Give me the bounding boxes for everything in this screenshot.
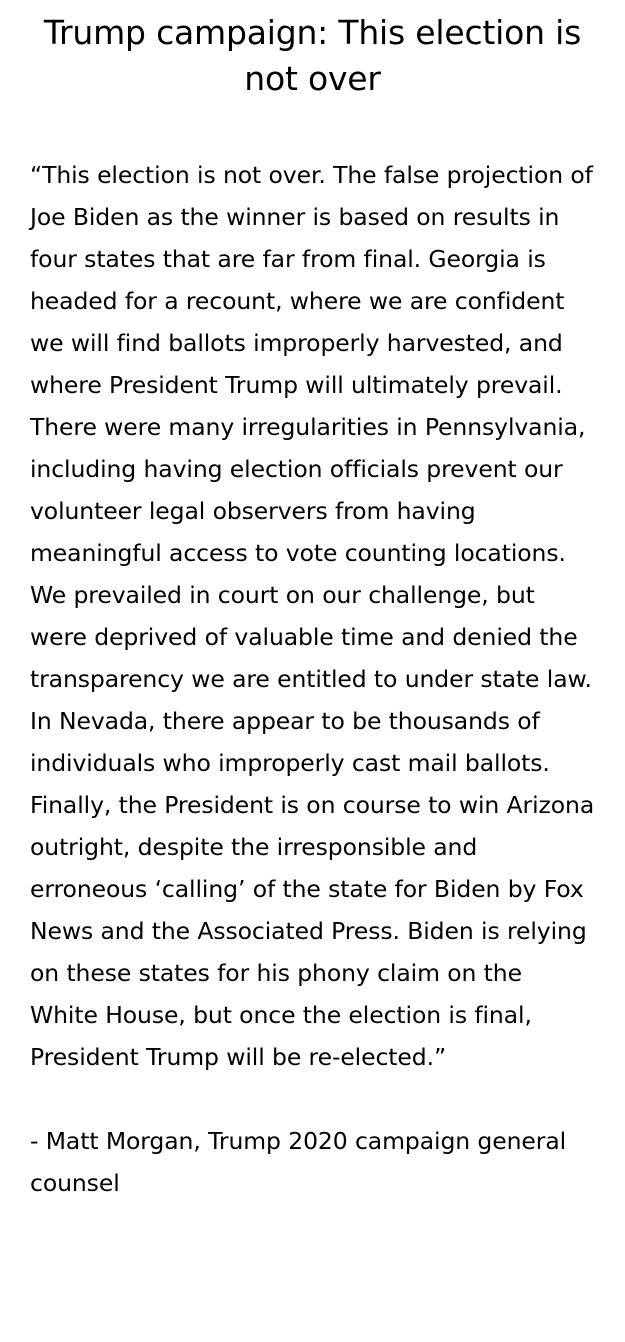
attribution-line: - Matt Morgan, Trump 2020 campaign general counsel (30, 1127, 567, 1197)
page-title: Trump campaign: This election is not over (43, 13, 582, 98)
statement-paragraph: “This election is not over. The false projection of Joe Biden as the winner is based on results in four states that are far from final. Georgia is headed for a recount, where we are confident we will find ballots improperly harvested, and where President Trump will ultimately prevail. There were many irregularities in Pennsylvania, including having election officials prevent our volunteer legal observers from having meaningful access to vote counting locations. We prevailed in court on our challenge, but were deprived of valuable time and denied the transparency we are entitled to under state law. In Nevada, there appear to be thousands of individuals who improperly cast mail ballots. Finally, the President is on course to win Arizona outright, despite the irresponsible and erroneous ‘calling’ of the state for Biden by Fox News and the Associated Press. Biden is relying on these states for his phony claim on the White House, but once the election is final, President Trump will be re-elected.” (30, 161, 595, 1071)
